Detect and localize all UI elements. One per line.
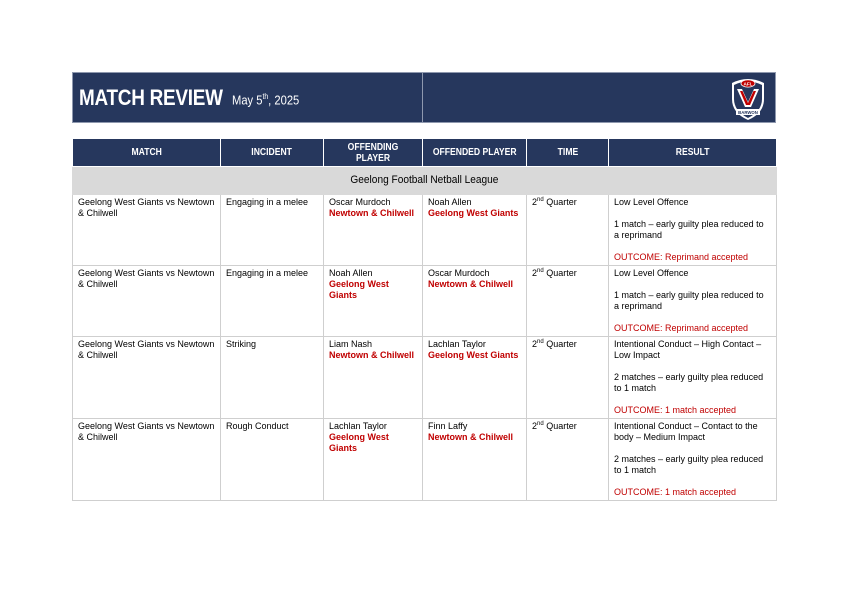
offending-player-team: Newtown & Chilwell: [329, 208, 415, 218]
league-name: Geelong Football Netball League: [73, 167, 777, 195]
offending-player-name: Liam Nash: [329, 339, 373, 349]
result-title: Low Level Offence: [614, 197, 689, 207]
table-row: [73, 266, 777, 337]
result-cell: [609, 266, 777, 337]
offended-player-name: Finn Laffy: [428, 421, 468, 431]
time-cell: 2nd Quarter: [527, 195, 609, 266]
result-outcome: OUTCOME: 1 match accepted: [614, 487, 737, 497]
offending-player-cell: [324, 266, 423, 337]
offended-player-name: Noah Allen: [428, 197, 472, 207]
result-outcome: OUTCOME: Reprimand accepted: [614, 252, 749, 262]
result-title: Intentional Conduct – Contact to the body – Medium Impact: [614, 421, 758, 442]
result-cell: [609, 195, 777, 266]
col-header-match: MATCH: [73, 139, 221, 167]
offended-player-name: Lachlan Taylor: [428, 339, 486, 349]
col-header-offending-player: OFFENDING PLAYER: [324, 139, 423, 167]
result-outcome: OUTCOME: 1 match accepted: [614, 405, 737, 415]
incident-cell: Rough Conduct: [221, 419, 324, 501]
offended-player-team: Newtown & Chilwell: [428, 432, 514, 442]
offending-player-cell: [324, 337, 423, 419]
offending-player-cell: [324, 195, 423, 266]
offended-player-cell: [423, 419, 527, 501]
offended-player-cell: [423, 195, 527, 266]
header-title-block: [73, 73, 423, 122]
offending-player-team: Newtown & Chilwell: [329, 350, 415, 360]
review-date-day: May 5: [232, 92, 263, 108]
col-header-incident: INCIDENT: [221, 139, 324, 167]
result-cell: [609, 337, 777, 419]
result-detail: 1 match – early guilty plea reduced to a reprimand: [614, 219, 764, 240]
review-date: [232, 92, 299, 107]
offending-player-name: Lachlan Taylor: [329, 421, 387, 431]
header-logo-block: [423, 73, 775, 122]
result-detail: 1 match – early guilty plea reduced to a reprimand: [614, 290, 764, 311]
incident-cell: Engaging in a melee: [221, 195, 324, 266]
offending-player-cell: [324, 419, 423, 501]
incident-cell: Striking: [221, 337, 324, 419]
offended-player-cell: [423, 337, 527, 419]
result-outcome: OUTCOME: Reprimand accepted: [614, 323, 749, 333]
match-cell: Geelong West Giants vs Newtown & Chilwell: [73, 195, 221, 266]
match-review-table: [72, 138, 777, 501]
offended-player-team: Geelong West Giants: [428, 350, 519, 360]
col-header-time: TIME: [527, 139, 609, 167]
table-row: [73, 337, 777, 419]
review-date-ordinal: th: [262, 92, 269, 102]
offending-player-name: Oscar Murdoch: [329, 197, 391, 207]
time-cell: 2nd Quarter: [527, 419, 609, 501]
incident-cell: Engaging in a melee: [221, 266, 324, 337]
result-title: Low Level Offence: [614, 268, 689, 278]
match-cell: Geelong West Giants vs Newtown & Chilwell: [73, 419, 221, 501]
page-header: [72, 72, 776, 123]
logo-bottom-text: BARWON: [738, 109, 758, 115]
logo-top-text: AFL: [743, 81, 753, 87]
result-detail: 2 matches – early guilty plea reduced to 1 match: [614, 454, 764, 475]
offended-player-cell: [423, 266, 527, 337]
result-cell: [609, 419, 777, 501]
page-title: MATCH REVIEW: [79, 84, 223, 110]
match-cell: Geelong West Giants vs Newtown & Chilwell: [73, 266, 221, 337]
col-header-offended-player: OFFENDED PLAYER: [423, 139, 527, 167]
afl-barwon-logo: [728, 77, 768, 121]
offending-player-team: Geelong West Giants: [329, 432, 389, 453]
time-cell: 2nd Quarter: [527, 337, 609, 419]
offending-player-team: Geelong West Giants: [329, 279, 389, 300]
table-row: [73, 419, 777, 501]
result-detail: 2 matches – early guilty plea reduced to 1 match: [614, 372, 764, 393]
review-date-year: , 2025: [268, 92, 300, 108]
offended-player-name: Oscar Murdoch: [428, 268, 490, 278]
col-header-result: RESULT: [609, 139, 777, 167]
result-title: Intentional Conduct – High Contact – Low Impact: [614, 339, 762, 360]
match-cell: Geelong West Giants vs Newtown & Chilwell: [73, 337, 221, 419]
table-row: [73, 195, 777, 266]
offending-player-name: Noah Allen: [329, 268, 373, 278]
league-row: [73, 167, 777, 195]
table-header-row: [73, 139, 777, 167]
time-cell: 2nd Quarter: [527, 266, 609, 337]
offended-player-team: Newtown & Chilwell: [428, 279, 514, 289]
offended-player-team: Geelong West Giants: [428, 208, 519, 218]
